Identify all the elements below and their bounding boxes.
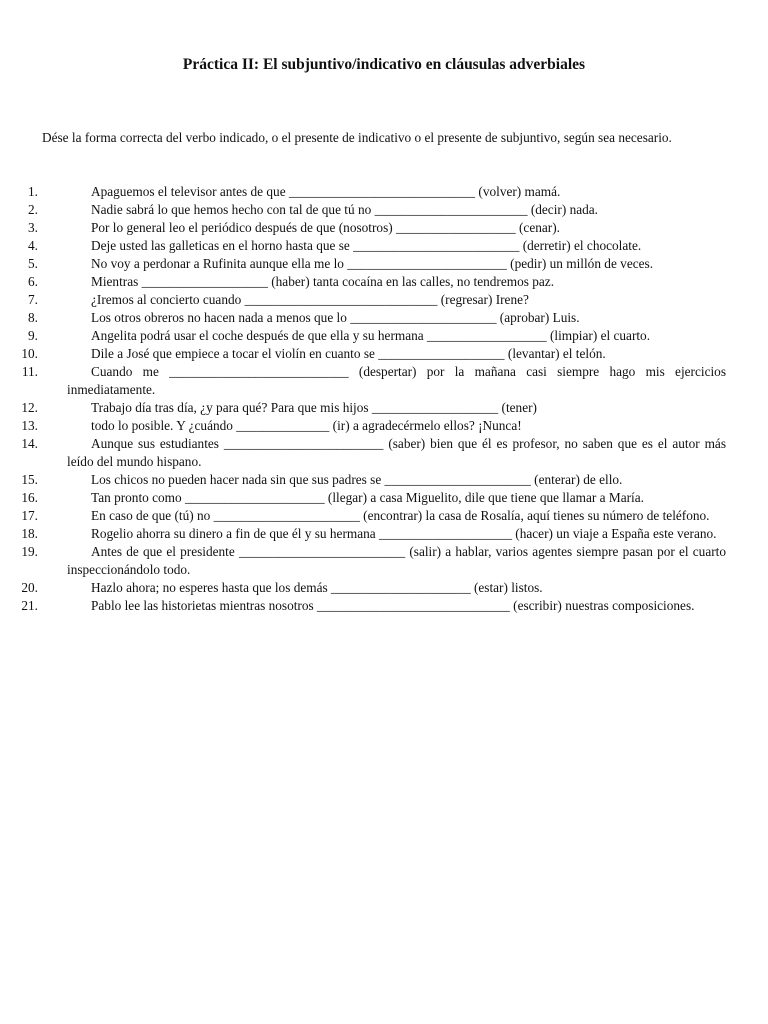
exercise-item-20 (0, 579, 768, 597)
item-number: 3. (28, 220, 38, 235)
item-number: 21. (21, 598, 38, 613)
exercise-item-6 (0, 273, 768, 291)
instructions-paragraph: Dése la forma correcta del verbo indicado, o el presente de indicativo o el presente de subjuntivo, según sea necesario. (42, 130, 672, 145)
exercise-item-14 (0, 435, 768, 471)
exercise-item-21 (0, 597, 768, 615)
item-sentence: Angelita podrá usar el coche después de que ella y su hermana __________________ (limpiar) el cuarto. (91, 328, 651, 343)
item-number: 1. (28, 184, 38, 199)
item-number: 16. (21, 490, 38, 505)
item-sentence: Nadie sabrá lo que hemos hecho con tal de que tú no _______________________ (decir) nada. (91, 202, 598, 217)
item-number: 15. (21, 472, 38, 487)
item-number: 17. (21, 508, 38, 523)
exercise-item-11 (0, 363, 768, 399)
item-sentence: todo lo posible. Y ¿cuándo ______________ (ir) a agradecérmelo ellos? ¡Nunca! (91, 418, 522, 433)
item-number: 20. (21, 580, 38, 595)
item-sentence: Rogelio ahorra su dinero a fin de que él y su hermana ____________________ (hacer) un viaje a España este verano. (91, 526, 717, 541)
item-number: 6. (28, 274, 38, 289)
item-sentence: Pablo lee las historietas mientras nosotros _____________________________ (escribir) nuestras composiciones. (91, 598, 695, 613)
item-sentence: Deje usted las galleticas en el horno hasta que se _________________________ (derretir) el chocolate. (91, 238, 642, 253)
item-sentence: Antes de que el presidente _________________________ (salir) a hablar, varios agentes siempre pasan por el cuarto inspeccionándolo todo. (67, 544, 726, 577)
item-sentence: Aunque sus estudiantes ________________________ (saber) bien que él es profesor, no saben que es el autor más leído del mundo hispano. (67, 436, 726, 469)
item-number: 5. (28, 256, 38, 271)
exercise-item-2 (0, 201, 768, 219)
exercise-item-13 (0, 417, 768, 435)
item-sentence: No voy a perdonar a Rufinita aunque ella me lo ________________________ (pedir) un millón de veces. (91, 256, 654, 271)
item-sentence: Tan pronto como _____________________ (llegar) a casa Miguelito, dile que tiene que llamar a María. (91, 490, 644, 505)
exercise-item-10 (0, 345, 768, 363)
exercise-item-1 (0, 183, 768, 201)
item-number: 18. (21, 526, 38, 541)
item-sentence: Por lo general leo el periódico después de que (nosotros) __________________ (cenar). (91, 220, 560, 235)
exercise-item-9 (0, 327, 768, 345)
item-number: 8. (28, 310, 38, 325)
item-number: 4. (28, 238, 38, 253)
item-number: 9. (28, 328, 38, 343)
exercise-item-7 (0, 291, 768, 309)
item-number: 19. (21, 544, 38, 559)
item-number: 13. (21, 418, 38, 433)
exercise-item-19 (0, 543, 768, 579)
item-sentence: En caso de que (tú) no ______________________ (encontrar) la casa de Rosalía, aquí tienes su número de teléfono. (91, 508, 710, 523)
exercise-item-16 (0, 489, 768, 507)
exercise-list (0, 183, 768, 615)
exercise-item-12 (0, 399, 768, 417)
item-number: 14. (21, 436, 38, 451)
item-sentence: Los otros obreros no hacen nada a menos que lo ______________________ (aprobar) Luis. (91, 310, 580, 325)
item-sentence: Mientras ___________________ (haber) tanta cocaína en las calles, no tendremos paz. (91, 274, 555, 289)
item-number: 7. (28, 292, 38, 307)
item-sentence: Dile a José que empiece a tocar el violín en cuanto se ___________________ (levantar) el telón. (91, 346, 606, 361)
item-sentence: Los chicos no pueden hacer nada sin que sus padres se ______________________ (enterar) de ello. (91, 472, 623, 487)
item-number: 12. (21, 400, 38, 415)
exercise-item-3 (0, 219, 768, 237)
item-sentence: Hazlo ahora; no esperes hasta que los demás _____________________ (estar) listos. (91, 580, 543, 595)
exercise-item-18 (0, 525, 768, 543)
exercise-item-17 (0, 507, 768, 525)
exercise-item-5 (0, 255, 768, 273)
item-sentence: ¿Iremos al concierto cuando _____________________________ (regresar) Irene? (91, 292, 529, 307)
exercise-item-15 (0, 471, 768, 489)
item-number: 2. (28, 202, 38, 217)
page-title: Práctica II: El subjuntivo/indicativo en cláusulas adverbiales (182, 56, 586, 73)
item-sentence: Cuando me ___________________________ (despertar) por la mañana casi siempre hago mis ejercicios inmediatamente. (67, 364, 726, 397)
item-number: 11. (21, 364, 38, 379)
item-sentence: Apaguemos el televisor antes de que ____________________________ (volver) mamá. (91, 184, 561, 199)
exercise-item-8 (0, 309, 768, 327)
exercise-item-4 (0, 237, 768, 255)
item-number: 10. (21, 346, 38, 361)
item-sentence: Trabajo día tras día, ¿y para qué? Para que mis hijos ___________________ (tener) (91, 400, 537, 415)
